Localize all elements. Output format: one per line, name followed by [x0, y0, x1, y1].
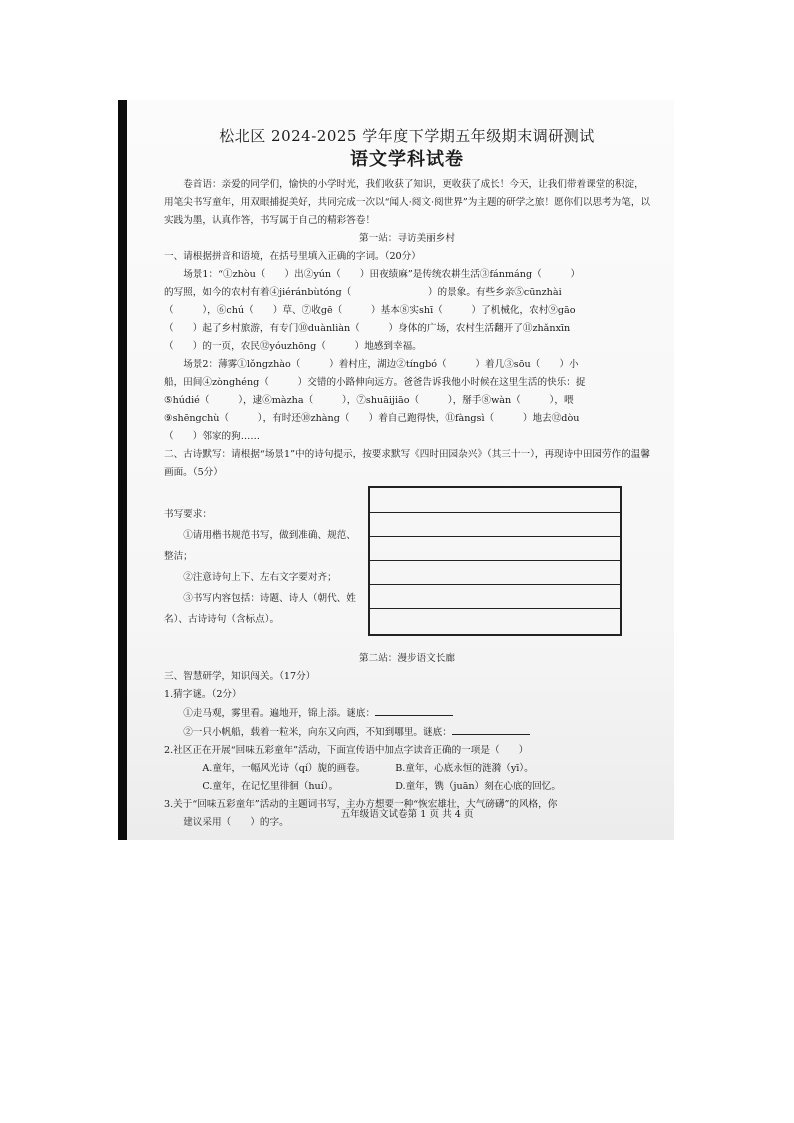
- riddle-1-text: ①走马观，雾里看。遍地开，锦上添。谜底：: [183, 708, 376, 719]
- preface: 卷首语：亲爱的同学们，愉快的小学时光，我们收获了知识，更收获了成长！今天，让我们带着课堂的积淀，用笔尖书写童年，用双眼捕捉美好，共同完成一次以“闻人·阅文·阅世界”为主题的研学之旅！愿你们以思考为笔，以实践为墨，认真作答，书写属于自己的精彩答卷！: [164, 179, 651, 226]
- writing-line: [370, 560, 620, 561]
- q3-sub3-line: 3.关于“回味五彩童年”活动的主题词书写，主办方想要一种“恢宏雄壮，大气磅礴”的风格，你: [164, 799, 558, 810]
- q3-title: 三、智慧研学，知识闯关。（17分）: [164, 671, 316, 682]
- q1-line: ⑤húdié（ ），逮⑥màzha（ ），⑦shuāijiāo（ ），掰手⑧wàn（ ），喂: [164, 395, 574, 406]
- riddle-1-answer[interactable]: [375, 704, 453, 716]
- q3-sub3-line: 建议采用（ ）的字。: [183, 817, 289, 828]
- page-footer: 五年级语文试卷第 1 页 共 4 页: [340, 809, 474, 820]
- exam-photo: [118, 100, 674, 840]
- req-item: ③书写内容包括：诗题、诗人（朝代、姓名）、古诗诗句（含标点）。: [164, 593, 356, 625]
- req-title: 书写要求：: [164, 509, 212, 520]
- exam-sheet: [164, 126, 650, 832]
- riddle-2-answer[interactable]: [452, 723, 530, 735]
- riddle-2-text: ②一只小帆船，载着一粒米，向东又向西，不知到哪里。谜底：: [183, 727, 452, 738]
- writing-line: [370, 584, 620, 585]
- option-d: D.童年，镌（juān）刻在心底的回忆。: [395, 781, 561, 792]
- riddle-2: [164, 723, 650, 742]
- q1-title: 一、请根据拼音和语境，在括号里填入正确的字词。（20分）: [164, 251, 421, 262]
- poem-section: [164, 486, 650, 644]
- exam-subtitle: 语文学科试卷: [350, 149, 464, 170]
- writing-line: [370, 608, 620, 609]
- req-item: ②注意诗句上下、左右文字要对齐；: [183, 572, 337, 583]
- poem-writing-box[interactable]: [368, 486, 622, 636]
- station2-heading: 第二站：漫步语文长廊: [359, 653, 455, 664]
- req-item: ①请用楷书规范书写，做到准确、规范、整洁；: [164, 530, 356, 562]
- options-row: [164, 778, 650, 796]
- q3-sub2-title: 2.社区正在开展“回味五彩童年”活动，下面宣传语中加点字读音正确的一项是（ ）: [164, 745, 529, 756]
- q3-sub1-title: 1.猜字谜。（2分）: [164, 689, 242, 700]
- q1-line: 场景2：薄雾①lǒngzhào（ ）着村庄，湖边②tíngbó（ ）着几③sōu（ ）小: [183, 359, 579, 370]
- options-row: [164, 760, 650, 778]
- scan-shadow-edge: [118, 100, 127, 840]
- q1-line: 场景1：“①zhòu（ ）出②yún（ ）田夜绩麻”是传统农耕生活③fánmáng（ ）: [183, 269, 581, 280]
- q1-line: （ ），⑥chú（ ）草、⑦收gē（ ）基本⑧实shī（ ）了机械化，农村⑨gāo: [164, 305, 576, 316]
- writing-requirements: [164, 504, 360, 630]
- option-a: A.童年，一幅风光诗（qí）旎的画卷。: [202, 763, 366, 774]
- option-b: B.童年，心底永恒的涟漪（yī）。: [395, 763, 534, 774]
- option-c: C.童年，在记忆里徘徊（huí）。: [202, 781, 339, 792]
- q1-line: 船，田间④zònghéng（ ）交错的小路伸向远方。爸爸告诉我他小时候在这里生活的快乐：捉: [164, 377, 586, 388]
- q1-line: ⑨shēngchù（ ），有时还⑩zhàng（ ）着自己跑得快，⑪fàngsì（ ）地去⑫dòu: [164, 413, 580, 424]
- riddle-1: [164, 704, 650, 723]
- q1-line: （ ）的一页，农民⑫yóuzhōng（ ）地感到幸福。: [164, 341, 422, 352]
- writing-line: [370, 512, 620, 513]
- q1-line: （ ）邻家的狗……: [164, 431, 260, 442]
- station1-heading: 第一站：寻访美丽乡村: [359, 233, 455, 244]
- q2-title: 二、古诗默写：请根据“场景1”中的诗句提示，按要求默写《四时田园杂兴》（其三十一），再现诗中田园劳作的温馨画面。（5分）: [164, 449, 650, 478]
- writing-line: [370, 536, 620, 537]
- q1-line: 的写照，如今的农村有着④jiéránbùtóng（ ）的景象。有些乡亲⑤cūnzhài: [164, 287, 562, 298]
- exam-title: 松北区 2024-2025 学年度下学期五年级期末调研测试: [219, 127, 595, 145]
- q1-line: （ ）起了乡村旅游，有专门⑩duànliàn（ ）身体的广场，农村生活翻开了⑪zhǎnxīn: [164, 323, 571, 334]
